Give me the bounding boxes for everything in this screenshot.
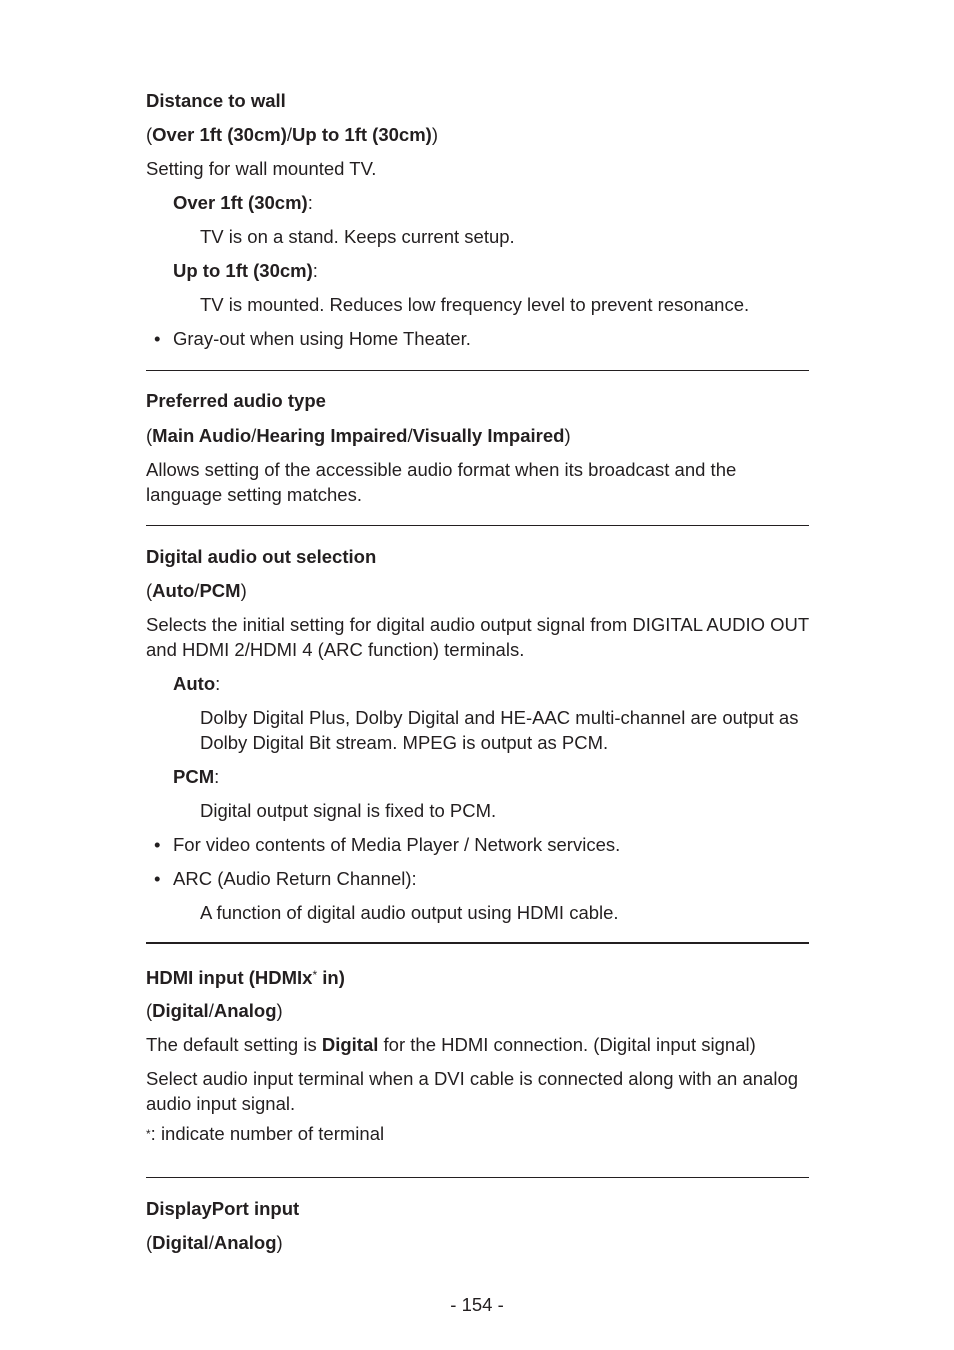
section-title-displayport-input: DisplayPort input xyxy=(146,1198,300,1219)
option-separator: / xyxy=(194,580,200,601)
option-separator: / xyxy=(251,425,257,446)
paren-open: ( xyxy=(146,580,153,601)
section-title-hdmi-input xyxy=(146,963,345,990)
hdmi-default-setting xyxy=(146,1032,756,1057)
paren-close: ) xyxy=(431,124,438,145)
option-analog: Analog xyxy=(213,1000,277,1021)
option-digital: Digital xyxy=(152,1232,209,1253)
item-colon: : xyxy=(312,260,318,281)
bullet-text: Gray-out when using Home Theater. xyxy=(173,328,471,349)
preferred-description: Allows setting of the accessible audio format when its broadcast and the language setting matches. xyxy=(146,459,737,505)
item-pcm-label xyxy=(173,764,219,789)
arc-description: A function of digital audio output using HDMI cable. xyxy=(200,902,619,923)
asterisk-icon: * xyxy=(312,968,318,982)
bullet-icon: • xyxy=(154,868,161,889)
item-label: Up to 1ft (30cm) xyxy=(173,260,313,281)
paren-close: ) xyxy=(240,580,247,601)
item-auto-label xyxy=(173,671,220,696)
section-title-digital-audio-out: Digital audio out selection xyxy=(146,546,377,567)
item-over-1ft-label xyxy=(173,190,313,215)
option-visually-impaired: Visually Impaired xyxy=(412,425,565,446)
option-auto: Auto xyxy=(152,580,195,601)
item-label: PCM xyxy=(173,766,215,787)
digital-out-options xyxy=(146,578,247,603)
default-text-end: for the HDMI connection. (Digital input signal) xyxy=(378,1034,756,1055)
item-over-1ft-description: TV is on a stand. Keeps current setup. xyxy=(200,226,515,247)
hdmi-title-suffix: in) xyxy=(317,967,345,988)
default-text-start: The default setting is xyxy=(146,1034,322,1055)
asterisk-icon: * xyxy=(146,1127,151,1141)
terminal-note xyxy=(146,1121,384,1147)
section-divider xyxy=(146,1177,809,1178)
option-digital: Digital xyxy=(152,1000,209,1021)
section-divider xyxy=(146,370,809,371)
paren-close: ) xyxy=(276,1000,283,1021)
section-title-preferred-audio-type: Preferred audio type xyxy=(146,390,326,411)
item-auto-description: Dolby Digital Plus, Dolby Digital and HE-AAC multi-channel are output as Dolby Digital Bit stream. MPEG is output as PCM. xyxy=(200,707,799,753)
option-pcm: PCM xyxy=(199,580,241,601)
item-up-to-1ft-label xyxy=(173,258,318,283)
paren-open: ( xyxy=(146,124,153,145)
paren-close: ) xyxy=(276,1232,283,1253)
option-separator: / xyxy=(286,124,293,145)
item-colon: : xyxy=(215,673,221,694)
option-separator: / xyxy=(208,1232,214,1253)
option-main-audio: Main Audio xyxy=(152,425,252,446)
bullet-icon: • xyxy=(154,834,161,855)
paren-open: ( xyxy=(146,1000,153,1021)
option-analog: Analog xyxy=(213,1232,277,1253)
option-hearing-impaired: Hearing Impaired xyxy=(256,425,408,446)
bullet-icon: • xyxy=(154,328,161,349)
paren-open: ( xyxy=(146,425,153,446)
digital-out-description: Selects the initial setting for digital audio output signal from DIGITAL AUDIO OUT and HDMI 2/HDMI 4 (ARC function) terminals. xyxy=(146,614,809,660)
section-divider xyxy=(146,942,809,944)
item-label: Auto xyxy=(173,673,216,694)
distance-options xyxy=(146,122,438,147)
displayport-options xyxy=(146,1230,283,1255)
bullet-text: For video contents of Media Player / Network services. xyxy=(173,834,621,855)
paren-open: ( xyxy=(146,1232,153,1253)
item-colon: : xyxy=(214,766,220,787)
option-separator: / xyxy=(208,1000,214,1021)
paren-close: ) xyxy=(564,425,571,446)
hdmi-options xyxy=(146,998,283,1023)
section-title-distance-to-wall: Distance to wall xyxy=(146,90,286,111)
terminal-note-text: : indicate number of terminal xyxy=(150,1123,385,1144)
option-up-to-1ft: Up to 1ft (30cm) xyxy=(292,124,432,145)
section-divider xyxy=(146,525,809,526)
item-pcm-description: Digital output signal is fixed to PCM. xyxy=(200,800,497,821)
item-colon: : xyxy=(307,192,313,213)
option-over-1ft: Over 1ft (30cm) xyxy=(152,124,287,145)
bullet-text: ARC (Audio Return Channel): xyxy=(173,868,417,889)
item-label: Over 1ft (30cm) xyxy=(173,192,308,213)
hdmi-description: Select audio input terminal when a DVI cable is connected along with an analog audio input signal. xyxy=(146,1068,799,1114)
hdmi-title-main: HDMI input (HDMIx xyxy=(146,967,313,988)
preferred-options xyxy=(146,423,571,448)
page-number: - 154 - xyxy=(450,1294,504,1315)
option-separator: / xyxy=(407,425,413,446)
default-value: Digital xyxy=(321,1034,379,1055)
distance-description: Setting for wall mounted TV. xyxy=(146,158,377,179)
item-up-to-1ft-description: TV is mounted. Reduces low frequency level to prevent resonance. xyxy=(200,294,750,315)
